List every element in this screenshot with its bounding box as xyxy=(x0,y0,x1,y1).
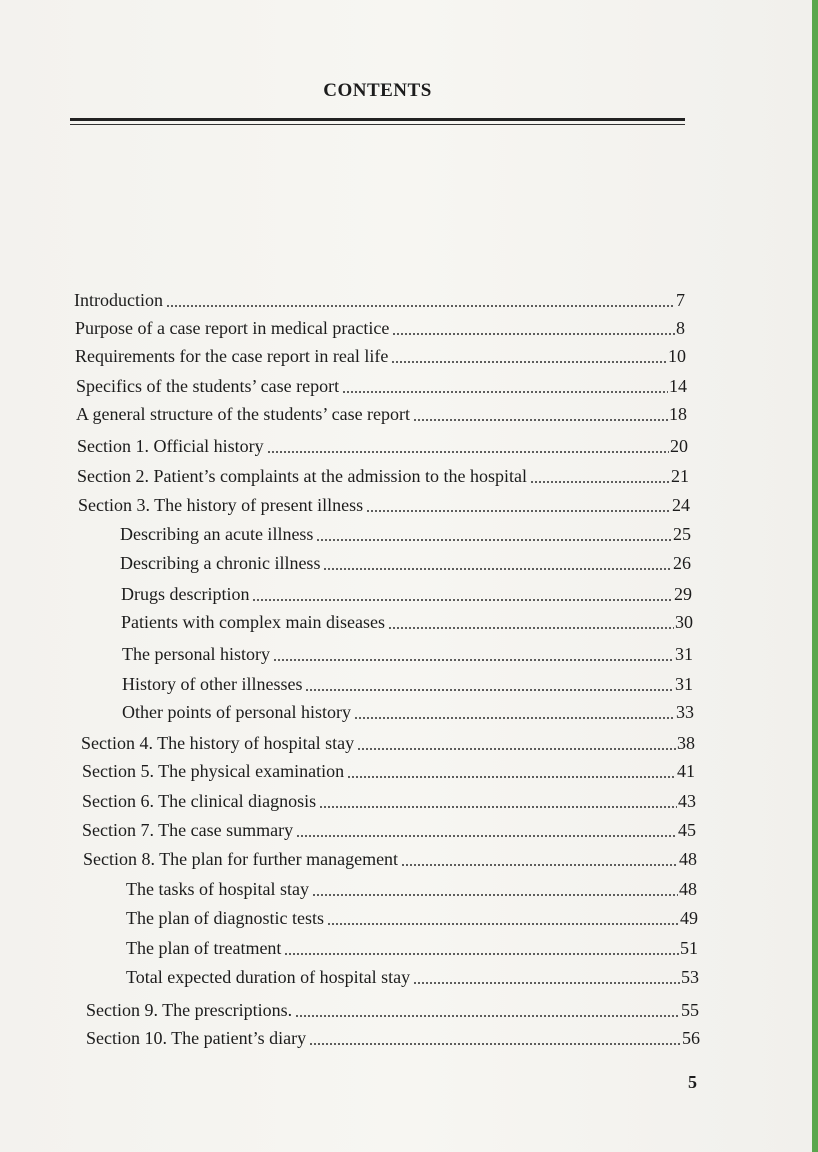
toc-leader-dots xyxy=(530,478,670,486)
toc-entry-page: 53 xyxy=(681,967,699,987)
toc-entry-page: 33 xyxy=(676,702,694,722)
toc-entry-personal-history xyxy=(122,644,693,670)
toc-entry-section-8 xyxy=(83,849,697,875)
toc-leader-dots xyxy=(327,920,679,928)
toc-leader-dots xyxy=(273,656,674,664)
toc-entry-title: Purpose of a case report in medical practice xyxy=(75,318,390,338)
toc-leader-dots xyxy=(392,330,675,338)
toc-entry-title: Section 3. The history of present illness xyxy=(78,495,364,515)
toc-leader-dots xyxy=(391,358,667,366)
toc-leader-dots xyxy=(413,979,680,987)
toc-leader-dots xyxy=(166,302,675,310)
toc-leader-dots xyxy=(347,773,676,781)
toc-entry-requirements xyxy=(75,346,686,372)
toc-entry-page: 38 xyxy=(677,733,695,753)
toc-leader-dots xyxy=(401,861,678,869)
toc-entry-page: 30 xyxy=(675,612,693,632)
toc-entry-page: 8 xyxy=(676,318,685,338)
toc-leader-dots xyxy=(366,507,671,515)
toc-leader-dots xyxy=(312,891,678,899)
toc-entry-treatment-plan xyxy=(126,938,698,964)
toc-entry-page: 49 xyxy=(680,908,698,928)
toc-entry-section-3 xyxy=(78,495,690,521)
toc-entry-page: 25 xyxy=(673,524,691,544)
toc-entry-page: 31 xyxy=(675,644,693,664)
title-rule-thin xyxy=(70,124,685,125)
toc-entry-specifics xyxy=(76,376,687,402)
toc-entry-title: Introduction xyxy=(74,290,163,310)
toc-entry-page: 51 xyxy=(680,938,698,958)
toc-entry-title: Section 9. The prescriptions. xyxy=(86,1000,293,1020)
toc-entry-page: 45 xyxy=(678,820,696,840)
toc-entry-page: 18 xyxy=(669,404,687,424)
toc-entry-title: Section 7. The case summary xyxy=(82,820,294,840)
toc-entry-page: 10 xyxy=(668,346,686,366)
toc-entry-page: 48 xyxy=(679,849,697,869)
toc-entry-section-4 xyxy=(81,733,695,759)
toc-leader-dots xyxy=(316,536,672,544)
toc-leader-dots xyxy=(267,448,669,456)
toc-entry-page: 7 xyxy=(676,290,685,310)
toc-entry-page: 31 xyxy=(675,674,693,694)
toc-entry-title: The plan of treatment xyxy=(126,938,282,958)
toc-entry-section-5 xyxy=(82,761,695,787)
toc-entry-section-9 xyxy=(86,1000,699,1026)
toc-entry-chronic-illness xyxy=(120,553,691,579)
toc-entry-page: 21 xyxy=(671,466,689,486)
toc-entry-other-illnesses xyxy=(122,674,693,700)
toc-entry-section-6 xyxy=(82,791,696,817)
toc-entry-introduction xyxy=(74,290,685,316)
toc-entry-title: Describing a chronic illness xyxy=(120,553,321,573)
toc-leader-dots xyxy=(413,416,668,424)
toc-entry-page: 14 xyxy=(669,376,687,396)
toc-leader-dots xyxy=(252,596,673,604)
toc-entry-section-2 xyxy=(77,466,689,492)
toc-entry-general-structure xyxy=(76,404,687,430)
toc-entry-title: Section 4. The history of hospital stay xyxy=(81,733,355,753)
toc-entry-title: A general structure of the students’ case report xyxy=(76,404,411,424)
toc-entry-section-10 xyxy=(86,1028,700,1054)
toc-leader-dots xyxy=(319,803,677,811)
toc-entry-diagnostic-tests xyxy=(126,908,698,934)
toc-entry-page: 56 xyxy=(682,1028,700,1048)
toc-entry-title: Section 1. Official history xyxy=(77,436,264,456)
contents-title: CONTENTS xyxy=(323,80,432,101)
toc-entry-acute-illness xyxy=(120,524,691,550)
toc-leader-dots xyxy=(284,950,679,958)
toc-entry-expected-duration xyxy=(126,967,699,993)
toc-entry-page: 48 xyxy=(679,879,697,899)
toc-leader-dots xyxy=(309,1040,681,1048)
toc-entry-purpose xyxy=(75,318,685,344)
toc-leader-dots xyxy=(305,686,674,694)
toc-entry-title: Section 2. Patient’s complaints at the admission to the hospital xyxy=(77,466,527,486)
toc-entry-page: 20 xyxy=(670,436,688,456)
toc-entry-drugs-description xyxy=(121,584,692,610)
toc-leader-dots xyxy=(388,624,674,632)
title-rule-thick xyxy=(70,118,685,121)
page-number: 5 xyxy=(688,1072,697,1092)
toc-entry-title: The personal history xyxy=(122,644,270,664)
toc-leader-dots xyxy=(354,714,675,722)
toc-entry-page: 29 xyxy=(674,584,692,604)
toc-entry-title: Specifics of the students’ case report xyxy=(76,376,340,396)
toc-entry-page: 55 xyxy=(681,1000,699,1020)
toc-leader-dots xyxy=(295,1012,680,1020)
toc-entry-page: 43 xyxy=(678,791,696,811)
toc-leader-dots xyxy=(342,388,668,396)
toc-entry-title: Requirements for the case report in real life xyxy=(75,346,389,366)
toc-entry-title: Section 8. The plan for further management xyxy=(83,849,399,869)
toc-entry-page: 41 xyxy=(677,761,695,781)
toc-entry-title: Section 6. The clinical diagnosis xyxy=(82,791,317,811)
toc-entry-section-7 xyxy=(82,820,696,846)
toc-entry-title: Section 10. The patient’s diary xyxy=(86,1028,307,1048)
toc-entry-tasks-hospital-stay xyxy=(126,879,697,905)
toc-entry-title: The plan of diagnostic tests xyxy=(126,908,324,928)
toc-entry-title: Total expected duration of hospital stay xyxy=(126,967,411,987)
toc-entry-title: The tasks of hospital stay xyxy=(126,879,309,899)
toc-entry-title: Other points of personal history xyxy=(122,702,351,722)
toc-entry-title: Patients with complex main diseases xyxy=(121,612,385,632)
toc-leader-dots xyxy=(296,832,677,840)
toc-entry-title: Describing an acute illness xyxy=(120,524,314,544)
toc-leader-dots xyxy=(323,565,672,573)
toc-entry-title: Section 5. The physical examination xyxy=(82,761,345,781)
toc-leader-dots xyxy=(357,745,676,753)
toc-entry-page: 26 xyxy=(673,553,691,573)
page-edge-strip xyxy=(812,0,818,1152)
toc-entry-page: 24 xyxy=(672,495,690,515)
toc-entry-title: History of other illnesses xyxy=(122,674,303,694)
toc-entry-complex-diseases xyxy=(121,612,693,638)
toc-entry-section-1 xyxy=(77,436,688,462)
toc-entry-title: Drugs description xyxy=(121,584,250,604)
toc-entry-other-points xyxy=(122,702,694,728)
